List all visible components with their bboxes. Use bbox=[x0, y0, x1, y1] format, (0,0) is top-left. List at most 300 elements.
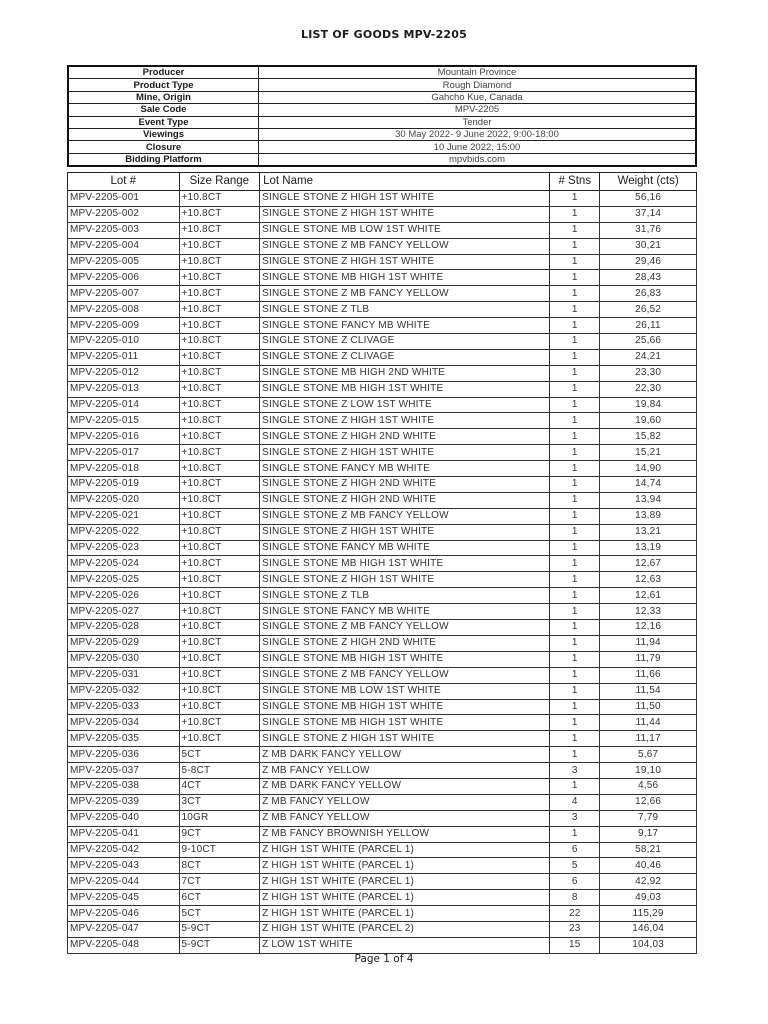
stones-cell: 1 bbox=[550, 651, 600, 667]
table-row bbox=[68, 508, 697, 524]
table-row bbox=[68, 397, 697, 413]
size-range-cell: +10.8CT bbox=[179, 397, 260, 413]
size-range-cell: +10.8CT bbox=[179, 286, 260, 302]
weight-cell: 11,17 bbox=[600, 731, 697, 747]
lot-number-cell: MPV-2205-002 bbox=[68, 206, 180, 222]
stones-cell: 8 bbox=[550, 890, 600, 906]
lot-name-cell: SINGLE STONE MB HIGH 1ST WHITE bbox=[260, 381, 550, 397]
table-row bbox=[68, 699, 697, 715]
weight-cell: 7,79 bbox=[600, 810, 697, 826]
stones-cell: 1 bbox=[550, 254, 600, 270]
lot-number-cell: MPV-2205-012 bbox=[68, 365, 180, 381]
weight-cell: 29,46 bbox=[600, 254, 697, 270]
size-range-cell: +10.8CT bbox=[179, 635, 260, 651]
stones-cell: 1 bbox=[550, 318, 600, 334]
lot-name-cell: SINGLE STONE Z HIGH 1ST WHITE bbox=[260, 413, 550, 429]
weight-cell: 13,89 bbox=[600, 508, 697, 524]
lot-number-cell: MPV-2205-023 bbox=[68, 540, 180, 556]
lots-table bbox=[67, 172, 697, 954]
lot-name-cell: Z MB FANCY YELLOW bbox=[260, 763, 550, 779]
header-stones: # Stns bbox=[550, 173, 600, 191]
stones-cell: 1 bbox=[550, 349, 600, 365]
stones-cell: 1 bbox=[550, 556, 600, 572]
lot-name-cell: SINGLE STONE FANCY MB WHITE bbox=[260, 461, 550, 477]
weight-cell: 28,43 bbox=[600, 270, 697, 286]
lot-number-cell: MPV-2205-003 bbox=[68, 222, 180, 238]
table-row bbox=[68, 540, 697, 556]
stones-cell: 1 bbox=[550, 492, 600, 508]
weight-cell: 56,16 bbox=[600, 191, 697, 207]
info-value: Mountain Province bbox=[259, 66, 697, 79]
table-row bbox=[68, 858, 697, 874]
size-range-cell: +10.8CT bbox=[179, 445, 260, 461]
lot-name-cell: SINGLE STONE Z LOW 1ST WHITE bbox=[260, 397, 550, 413]
lots-header-row bbox=[68, 173, 697, 191]
table-row bbox=[68, 747, 697, 763]
stones-cell: 22 bbox=[550, 906, 600, 922]
stones-cell: 1 bbox=[550, 572, 600, 588]
lot-name-cell: Z LOW 1ST WHITE bbox=[260, 937, 550, 953]
lot-number-cell: MPV-2205-017 bbox=[68, 445, 180, 461]
lot-number-cell: MPV-2205-008 bbox=[68, 302, 180, 318]
size-range-cell: +10.8CT bbox=[179, 365, 260, 381]
table-row bbox=[68, 667, 697, 683]
stones-cell: 1 bbox=[550, 508, 600, 524]
stones-cell: 1 bbox=[550, 747, 600, 763]
table-row bbox=[68, 365, 697, 381]
weight-cell: 40,46 bbox=[600, 858, 697, 874]
lot-name-cell: SINGLE STONE Z MB FANCY YELLOW bbox=[260, 667, 550, 683]
size-range-cell: 6CT bbox=[179, 890, 260, 906]
size-range-cell: 8CT bbox=[179, 858, 260, 874]
lot-number-cell: MPV-2205-043 bbox=[68, 858, 180, 874]
lot-number-cell: MPV-2205-026 bbox=[68, 588, 180, 604]
lot-name-cell: Z HIGH 1ST WHITE (PARCEL 1) bbox=[260, 874, 550, 890]
weight-cell: 12,16 bbox=[600, 620, 697, 636]
sale-info-table bbox=[67, 65, 697, 167]
lot-number-cell: MPV-2205-047 bbox=[68, 921, 180, 937]
lot-name-cell: SINGLE STONE Z HIGH 1ST WHITE bbox=[260, 524, 550, 540]
table-row bbox=[68, 492, 697, 508]
lot-name-cell: SINGLE STONE Z HIGH 2ND WHITE bbox=[260, 477, 550, 493]
lot-name-cell: SINGLE STONE MB HIGH 1ST WHITE bbox=[260, 715, 550, 731]
table-row bbox=[68, 890, 697, 906]
stones-cell: 1 bbox=[550, 699, 600, 715]
lot-number-cell: MPV-2205-035 bbox=[68, 731, 180, 747]
stones-cell: 5 bbox=[550, 858, 600, 874]
size-range-cell: +10.8CT bbox=[179, 540, 260, 556]
table-row bbox=[68, 763, 697, 779]
lot-number-cell: MPV-2205-042 bbox=[68, 842, 180, 858]
lot-name-cell: SINGLE STONE Z MB FANCY YELLOW bbox=[260, 508, 550, 524]
weight-cell: 11,94 bbox=[600, 635, 697, 651]
lot-name-cell: SINGLE STONE MB LOW 1ST WHITE bbox=[260, 222, 550, 238]
stones-cell: 1 bbox=[550, 524, 600, 540]
table-row bbox=[68, 477, 697, 493]
size-range-cell: 5CT bbox=[179, 747, 260, 763]
info-value: mpvbids.com bbox=[259, 153, 697, 166]
lot-number-cell: MPV-2205-010 bbox=[68, 334, 180, 350]
table-row bbox=[68, 381, 697, 397]
lot-name-cell: SINGLE STONE Z HIGH 1ST WHITE bbox=[260, 206, 550, 222]
size-range-cell: +10.8CT bbox=[179, 683, 260, 699]
lot-number-cell: MPV-2205-030 bbox=[68, 651, 180, 667]
size-range-cell: 10GR bbox=[179, 810, 260, 826]
table-row bbox=[68, 238, 697, 254]
weight-cell: 4,56 bbox=[600, 778, 697, 794]
weight-cell: 37,14 bbox=[600, 206, 697, 222]
size-range-cell: 3CT bbox=[179, 794, 260, 810]
lot-name-cell: SINGLE STONE Z TLB bbox=[260, 588, 550, 604]
lot-name-cell: SINGLE STONE Z MB FANCY YELLOW bbox=[260, 620, 550, 636]
size-range-cell: 5-9CT bbox=[179, 937, 260, 953]
lot-number-cell: MPV-2205-019 bbox=[68, 477, 180, 493]
size-range-cell: +10.8CT bbox=[179, 588, 260, 604]
stones-cell: 1 bbox=[550, 588, 600, 604]
table-row bbox=[68, 921, 697, 937]
stones-cell: 1 bbox=[550, 222, 600, 238]
lot-name-cell: SINGLE STONE MB HIGH 1ST WHITE bbox=[260, 270, 550, 286]
lot-number-cell: MPV-2205-024 bbox=[68, 556, 180, 572]
lot-name-cell: Z HIGH 1ST WHITE (PARCEL 1) bbox=[260, 906, 550, 922]
stones-cell: 1 bbox=[550, 667, 600, 683]
weight-cell: 22,30 bbox=[600, 381, 697, 397]
info-label: Mine, Origin bbox=[68, 91, 259, 103]
lot-number-cell: MPV-2205-021 bbox=[68, 508, 180, 524]
table-row bbox=[68, 635, 697, 651]
lot-number-cell: MPV-2205-033 bbox=[68, 699, 180, 715]
info-row bbox=[68, 91, 696, 103]
stones-cell: 1 bbox=[550, 715, 600, 731]
page-number: Page 1 of 4 bbox=[354, 953, 414, 965]
stones-cell: 1 bbox=[550, 286, 600, 302]
lot-number-cell: MPV-2205-038 bbox=[68, 778, 180, 794]
lot-number-cell: MPV-2205-015 bbox=[68, 413, 180, 429]
lot-number-cell: MPV-2205-011 bbox=[68, 349, 180, 365]
info-row bbox=[68, 116, 696, 128]
table-row bbox=[68, 937, 697, 953]
lot-name-cell: SINGLE STONE FANCY MB WHITE bbox=[260, 540, 550, 556]
header-size-range: Size Range bbox=[179, 173, 260, 191]
lot-number-cell: MPV-2205-022 bbox=[68, 524, 180, 540]
info-row bbox=[68, 104, 696, 116]
lot-name-cell: SINGLE STONE Z HIGH 1ST WHITE bbox=[260, 731, 550, 747]
table-row bbox=[68, 254, 697, 270]
weight-cell: 31,76 bbox=[600, 222, 697, 238]
weight-cell: 26,52 bbox=[600, 302, 697, 318]
lot-number-cell: MPV-2205-041 bbox=[68, 826, 180, 842]
lot-name-cell: SINGLE STONE Z HIGH 2ND WHITE bbox=[260, 635, 550, 651]
weight-cell: 12,63 bbox=[600, 572, 697, 588]
table-row bbox=[68, 222, 697, 238]
lot-number-cell: MPV-2205-039 bbox=[68, 794, 180, 810]
info-label: Sale Code bbox=[68, 104, 259, 116]
size-range-cell: +10.8CT bbox=[179, 667, 260, 683]
size-range-cell: +10.8CT bbox=[179, 349, 260, 365]
lot-name-cell: Z HIGH 1ST WHITE (PARCEL 1) bbox=[260, 842, 550, 858]
info-row bbox=[68, 141, 696, 153]
weight-cell: 19,84 bbox=[600, 397, 697, 413]
size-range-cell: +10.8CT bbox=[179, 604, 260, 620]
stones-cell: 1 bbox=[550, 826, 600, 842]
weight-cell: 23,30 bbox=[600, 365, 697, 381]
lot-name-cell: SINGLE STONE FANCY MB WHITE bbox=[260, 604, 550, 620]
stones-cell: 1 bbox=[550, 191, 600, 207]
lot-number-cell: MPV-2205-044 bbox=[68, 874, 180, 890]
table-row bbox=[68, 651, 697, 667]
weight-cell: 14,90 bbox=[600, 461, 697, 477]
size-range-cell: +10.8CT bbox=[179, 524, 260, 540]
lot-number-cell: MPV-2205-037 bbox=[68, 763, 180, 779]
weight-cell: 9,17 bbox=[600, 826, 697, 842]
weight-cell: 104,03 bbox=[600, 937, 697, 953]
size-range-cell: +10.8CT bbox=[179, 254, 260, 270]
table-row bbox=[68, 731, 697, 747]
lot-name-cell: Z MB DARK FANCY YELLOW bbox=[260, 778, 550, 794]
table-row bbox=[68, 715, 697, 731]
size-range-cell: +10.8CT bbox=[179, 620, 260, 636]
size-range-cell: +10.8CT bbox=[179, 222, 260, 238]
size-range-cell: +10.8CT bbox=[179, 508, 260, 524]
info-label: Bidding Platform bbox=[68, 153, 259, 166]
lot-name-cell: SINGLE STONE Z CLIVAGE bbox=[260, 334, 550, 350]
lot-name-cell: SINGLE STONE MB HIGH 2ND WHITE bbox=[260, 365, 550, 381]
lot-number-cell: MPV-2205-001 bbox=[68, 191, 180, 207]
weight-cell: 13,94 bbox=[600, 492, 697, 508]
weight-cell: 30,21 bbox=[600, 238, 697, 254]
info-value: 10 June 2022, 15:00 bbox=[259, 141, 697, 153]
weight-cell: 13,19 bbox=[600, 540, 697, 556]
lot-name-cell: Z HIGH 1ST WHITE (PARCEL 2) bbox=[260, 921, 550, 937]
size-range-cell: +10.8CT bbox=[179, 206, 260, 222]
lot-number-cell: MPV-2205-006 bbox=[68, 270, 180, 286]
weight-cell: 19,60 bbox=[600, 413, 697, 429]
table-row bbox=[68, 794, 697, 810]
info-label: Viewings bbox=[68, 128, 259, 140]
weight-cell: 12,61 bbox=[600, 588, 697, 604]
lot-name-cell: SINGLE STONE Z MB FANCY YELLOW bbox=[260, 238, 550, 254]
lot-number-cell: MPV-2205-027 bbox=[68, 604, 180, 620]
size-range-cell: +10.8CT bbox=[179, 492, 260, 508]
header-lot-name: Lot Name bbox=[260, 173, 550, 191]
stones-cell: 1 bbox=[550, 620, 600, 636]
size-range-cell: +10.8CT bbox=[179, 381, 260, 397]
lot-name-cell: Z MB DARK FANCY YELLOW bbox=[260, 747, 550, 763]
size-range-cell: 5-8CT bbox=[179, 763, 260, 779]
size-range-cell: 4CT bbox=[179, 778, 260, 794]
weight-cell: 11,54 bbox=[600, 683, 697, 699]
stones-cell: 1 bbox=[550, 429, 600, 445]
stones-cell: 23 bbox=[550, 921, 600, 937]
weight-cell: 14,74 bbox=[600, 477, 697, 493]
table-row bbox=[68, 206, 697, 222]
weight-cell: 25,66 bbox=[600, 334, 697, 350]
stones-cell: 15 bbox=[550, 937, 600, 953]
weight-cell: 26,83 bbox=[600, 286, 697, 302]
weight-cell: 58,21 bbox=[600, 842, 697, 858]
lot-name-cell: SINGLE STONE Z CLIVAGE bbox=[260, 349, 550, 365]
info-value: Tender bbox=[259, 116, 697, 128]
size-range-cell: +10.8CT bbox=[179, 715, 260, 731]
lot-number-cell: MPV-2205-040 bbox=[68, 810, 180, 826]
lot-name-cell: SINGLE STONE FANCY MB WHITE bbox=[260, 318, 550, 334]
weight-cell: 11,44 bbox=[600, 715, 697, 731]
size-range-cell: +10.8CT bbox=[179, 429, 260, 445]
info-row bbox=[68, 153, 696, 166]
lot-number-cell: MPV-2205-029 bbox=[68, 635, 180, 651]
size-range-cell: +10.8CT bbox=[179, 238, 260, 254]
lot-name-cell: SINGLE STONE Z HIGH 1ST WHITE bbox=[260, 445, 550, 461]
stones-cell: 1 bbox=[550, 381, 600, 397]
lot-name-cell: SINGLE STONE MB HIGH 1ST WHITE bbox=[260, 651, 550, 667]
lot-name-cell: SINGLE STONE Z HIGH 2ND WHITE bbox=[260, 492, 550, 508]
table-row bbox=[68, 874, 697, 890]
weight-cell: 15,21 bbox=[600, 445, 697, 461]
stones-cell: 1 bbox=[550, 334, 600, 350]
lot-number-cell: MPV-2205-034 bbox=[68, 715, 180, 731]
lot-name-cell: Z HIGH 1ST WHITE (PARCEL 1) bbox=[260, 858, 550, 874]
lot-name-cell: SINGLE STONE Z HIGH 2ND WHITE bbox=[260, 429, 550, 445]
size-range-cell: +10.8CT bbox=[179, 318, 260, 334]
table-row bbox=[68, 778, 697, 794]
table-row bbox=[68, 429, 697, 445]
weight-cell: 49,03 bbox=[600, 890, 697, 906]
table-row bbox=[68, 842, 697, 858]
stones-cell: 1 bbox=[550, 461, 600, 477]
lot-number-cell: MPV-2205-004 bbox=[68, 238, 180, 254]
lot-number-cell: MPV-2205-009 bbox=[68, 318, 180, 334]
info-value: MPV-2205 bbox=[259, 104, 697, 116]
table-row bbox=[68, 826, 697, 842]
table-row bbox=[68, 524, 697, 540]
table-row bbox=[68, 302, 697, 318]
table-row bbox=[68, 318, 697, 334]
lot-number-cell: MPV-2205-028 bbox=[68, 620, 180, 636]
size-range-cell: 9CT bbox=[179, 826, 260, 842]
stones-cell: 1 bbox=[550, 445, 600, 461]
table-row bbox=[68, 604, 697, 620]
stones-cell: 1 bbox=[550, 302, 600, 318]
lot-name-cell: SINGLE STONE Z HIGH 1ST WHITE bbox=[260, 191, 550, 207]
table-row bbox=[68, 191, 697, 207]
weight-cell: 42,92 bbox=[600, 874, 697, 890]
lot-name-cell: SINGLE STONE Z HIGH 1ST WHITE bbox=[260, 572, 550, 588]
info-row bbox=[68, 66, 696, 79]
size-range-cell: +10.8CT bbox=[179, 651, 260, 667]
lot-number-cell: MPV-2205-020 bbox=[68, 492, 180, 508]
size-range-cell: +10.8CT bbox=[179, 572, 260, 588]
lot-name-cell: Z MB FANCY BROWNISH YELLOW bbox=[260, 826, 550, 842]
weight-cell: 11,66 bbox=[600, 667, 697, 683]
info-label: Event Type bbox=[68, 116, 259, 128]
info-row bbox=[68, 79, 696, 91]
stones-cell: 1 bbox=[550, 604, 600, 620]
lot-number-cell: MPV-2205-014 bbox=[68, 397, 180, 413]
header-weight: Weight (cts) bbox=[600, 173, 697, 191]
stones-cell: 1 bbox=[550, 731, 600, 747]
lot-number-cell: MPV-2205-025 bbox=[68, 572, 180, 588]
weight-cell: 12,67 bbox=[600, 556, 697, 572]
info-value: Rough Diamond bbox=[259, 79, 697, 91]
weight-cell: 19,10 bbox=[600, 763, 697, 779]
size-range-cell: 9-10CT bbox=[179, 842, 260, 858]
stones-cell: 3 bbox=[550, 763, 600, 779]
weight-cell: 11,79 bbox=[600, 651, 697, 667]
info-label: Closure bbox=[68, 141, 259, 153]
size-range-cell: 5-9CT bbox=[179, 921, 260, 937]
size-range-cell: +10.8CT bbox=[179, 191, 260, 207]
weight-cell: 24,21 bbox=[600, 349, 697, 365]
size-range-cell: +10.8CT bbox=[179, 699, 260, 715]
weight-cell: 115,29 bbox=[600, 906, 697, 922]
size-range-cell: +10.8CT bbox=[179, 413, 260, 429]
table-row bbox=[68, 810, 697, 826]
table-row bbox=[68, 556, 697, 572]
table-row bbox=[68, 588, 697, 604]
info-value: 30 May 2022- 9 June 2022, 9:00-18:00 bbox=[259, 128, 697, 140]
table-row bbox=[68, 349, 697, 365]
lot-number-cell: MPV-2205-045 bbox=[68, 890, 180, 906]
size-range-cell: 7CT bbox=[179, 874, 260, 890]
weight-cell: 5,67 bbox=[600, 747, 697, 763]
weight-cell: 146,04 bbox=[600, 921, 697, 937]
stones-cell: 1 bbox=[550, 540, 600, 556]
stones-cell: 1 bbox=[550, 206, 600, 222]
lot-name-cell: SINGLE STONE Z TLB bbox=[260, 302, 550, 318]
lot-name-cell: SINGLE STONE MB HIGH 1ST WHITE bbox=[260, 556, 550, 572]
stones-cell: 1 bbox=[550, 397, 600, 413]
lot-number-cell: MPV-2205-036 bbox=[68, 747, 180, 763]
document-title: LIST OF GOODS MPV-2205 bbox=[301, 28, 467, 41]
size-range-cell: 5CT bbox=[179, 906, 260, 922]
lot-number-cell: MPV-2205-005 bbox=[68, 254, 180, 270]
lot-number-cell: MPV-2205-031 bbox=[68, 667, 180, 683]
stones-cell: 6 bbox=[550, 874, 600, 890]
lot-number-cell: MPV-2205-007 bbox=[68, 286, 180, 302]
lot-name-cell: Z MB FANCY YELLOW bbox=[260, 810, 550, 826]
table-row bbox=[68, 572, 697, 588]
lot-name-cell: Z MB FANCY YELLOW bbox=[260, 794, 550, 810]
table-row bbox=[68, 286, 697, 302]
lot-number-cell: MPV-2205-013 bbox=[68, 381, 180, 397]
stones-cell: 4 bbox=[550, 794, 600, 810]
info-label: Product Type bbox=[68, 79, 259, 91]
lot-name-cell: SINGLE STONE MB LOW 1ST WHITE bbox=[260, 683, 550, 699]
weight-cell: 15,82 bbox=[600, 429, 697, 445]
stones-cell: 1 bbox=[550, 683, 600, 699]
table-row bbox=[68, 906, 697, 922]
size-range-cell: +10.8CT bbox=[179, 556, 260, 572]
stones-cell: 1 bbox=[550, 238, 600, 254]
stones-cell: 1 bbox=[550, 635, 600, 651]
stones-cell: 1 bbox=[550, 413, 600, 429]
lot-number-cell: MPV-2205-046 bbox=[68, 906, 180, 922]
table-row bbox=[68, 620, 697, 636]
lot-name-cell: SINGLE STONE Z HIGH 1ST WHITE bbox=[260, 254, 550, 270]
lot-name-cell: SINGLE STONE MB HIGH 1ST WHITE bbox=[260, 699, 550, 715]
stones-cell: 1 bbox=[550, 477, 600, 493]
size-range-cell: +10.8CT bbox=[179, 731, 260, 747]
table-row bbox=[68, 270, 697, 286]
stones-cell: 1 bbox=[550, 365, 600, 381]
weight-cell: 13,21 bbox=[600, 524, 697, 540]
lot-number-cell: MPV-2205-048 bbox=[68, 937, 180, 953]
info-row bbox=[68, 128, 696, 140]
size-range-cell: +10.8CT bbox=[179, 270, 260, 286]
table-row bbox=[68, 334, 697, 350]
weight-cell: 26,11 bbox=[600, 318, 697, 334]
size-range-cell: +10.8CT bbox=[179, 461, 260, 477]
